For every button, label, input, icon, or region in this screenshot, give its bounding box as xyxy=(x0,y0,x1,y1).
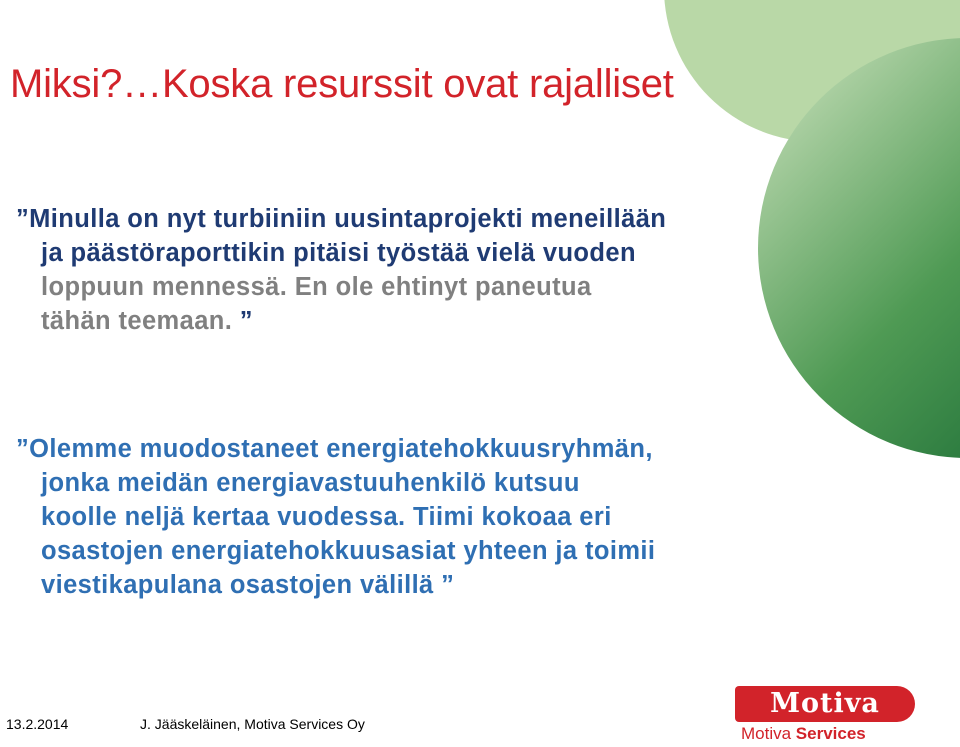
quote-1-line-3: loppuun mennessä. En ole ehtinyt paneutua xyxy=(41,273,592,301)
quote-2-line-5: viestikapulana osastojen välillä ” xyxy=(41,571,455,599)
footer-author: J. Jääskeläinen, Motiva Services Oy xyxy=(140,716,365,732)
motiva-services-logo xyxy=(735,686,923,746)
quote-1-line-1: ”Minulla on nyt turbiiniin uusintaprojekti meneillään xyxy=(16,205,667,233)
quote-1-line-2: ja päästöraporttikin pitäisi työstää vielä vuoden xyxy=(41,239,636,267)
logo-wordmark: Motiva xyxy=(735,686,915,722)
quote-1 xyxy=(16,202,736,338)
quote-1-line-4: tähän teemaan. ” xyxy=(41,307,253,335)
quote-2-line-4: osastojen energiatehokkuusasiat yhteen ja toimii xyxy=(41,537,656,565)
slide-title: Miksi?…Koska resurssit ovat rajalliset xyxy=(10,62,674,106)
quote-2-line-3: koolle neljä kertaa vuodessa. Tiimi kokoaa eri xyxy=(41,503,612,531)
quote-2 xyxy=(16,432,736,602)
footer-date: 13.2.2014 xyxy=(6,716,69,732)
quote-2-line-1: ”Olemme muodostaneet energiatehokkuusryhmän, xyxy=(16,435,653,463)
quote-2-line-2: jonka meidän energiavastuuhenkilö kutsuu xyxy=(41,469,580,497)
logo-subtitle: Motiva Services xyxy=(741,724,866,743)
